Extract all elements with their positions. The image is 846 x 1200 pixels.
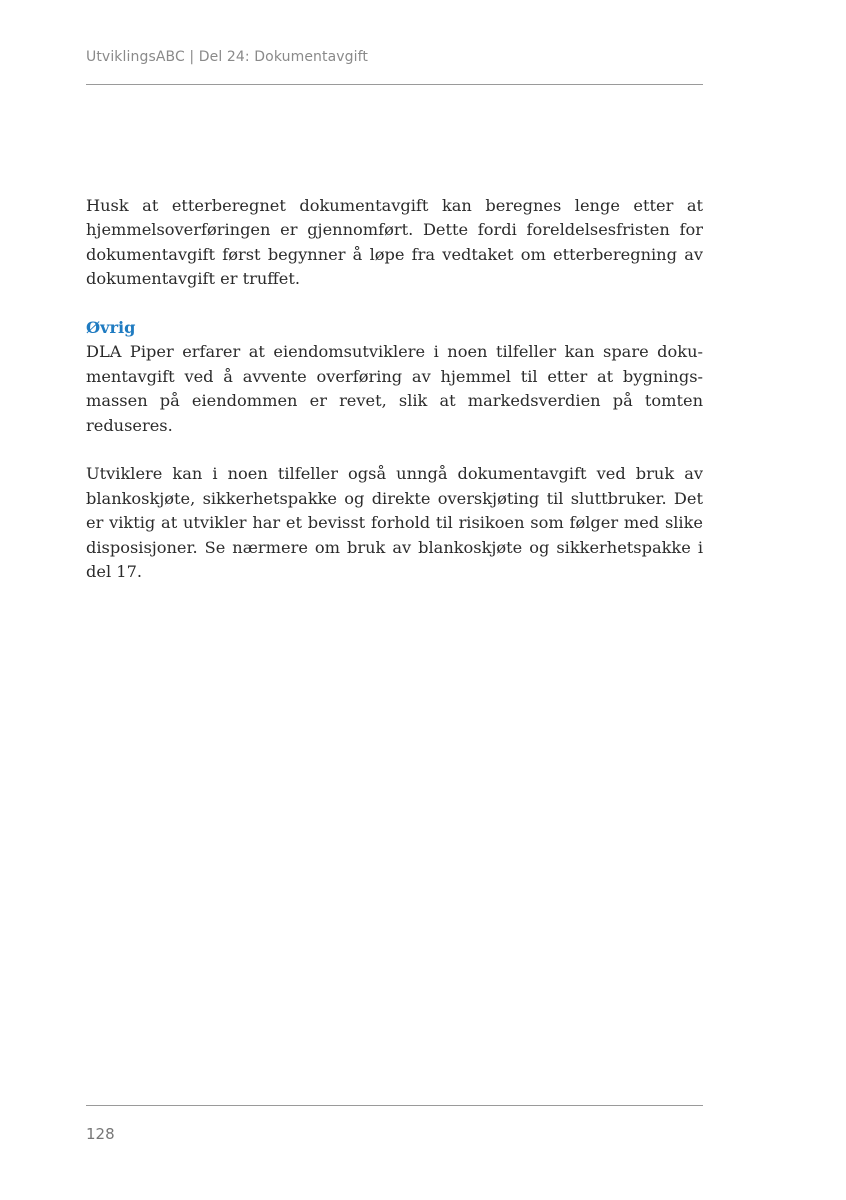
page-number: 128 <box>86 1125 115 1143</box>
body-text <box>86 194 703 584</box>
paragraph-blankoskjote: Utviklere kan i noen tilfeller også unngå dokumentavgift ved bruk av blankoskjøte, sikkerhetspakke og direkte overskjøting til sluttbruker. Det er viktig at utvikler har et bevisst forhold til risikoen som følger med slike disposisjoner. Se nærmere om bruk av blankoskjøte og sikkerhetspakke i del 17. <box>86 464 703 582</box>
footer-rule <box>86 1105 703 1106</box>
paragraph-hjemmel: DLA Piper erfarer at eiendomsutviklere i noen tilfeller kan spare dokumentavgift ved å avvente overføring av hjemmel til etter at bygningsmassen på eiendommen er revet, slik at markedsverdien på tomten reduseres. <box>86 342 703 435</box>
paragraph-spacer <box>86 438 703 462</box>
paragraph-etterberegning: Husk at etterberegnet dokumentavgift kan beregnes lenge etter at hjemmelsoverføringen er gjennomført. Dette fordi foreldelsesfristen for dokumentavgift først begynner å løpe fra vedtaket om etterberegning av dokumentavgift er truffet. <box>86 196 703 289</box>
paragraph-spacer <box>86 292 703 316</box>
header-rule <box>86 84 703 85</box>
section-heading-ovrig: Øvrig <box>86 318 136 338</box>
running-header: UtviklingsABC | Del 24: Dokumentavgift <box>86 49 369 65</box>
